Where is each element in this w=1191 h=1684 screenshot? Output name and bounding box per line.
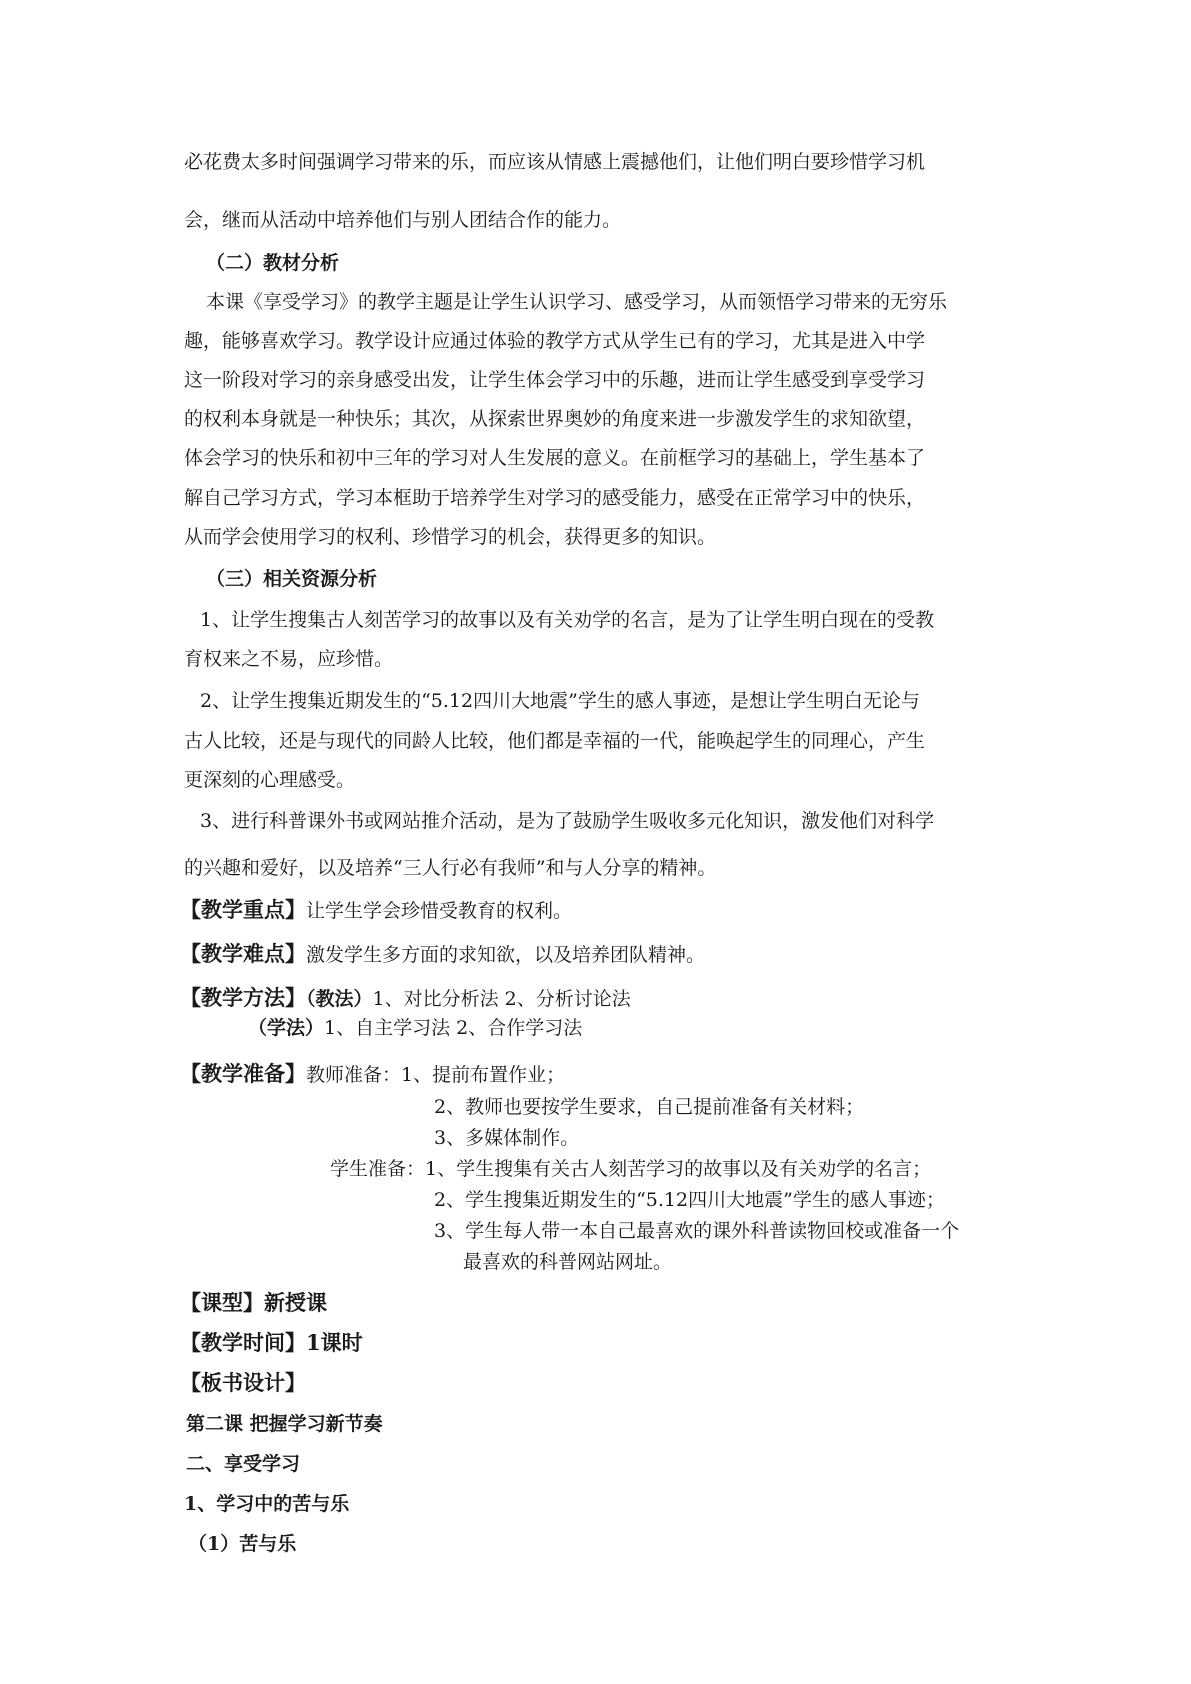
lesson-time: 【教学时间】1课时 (180, 1330, 363, 1355)
student-prep-item: 3、学生每人带一本自己最喜欢的课外科普读物回校或准备一个 (434, 1220, 960, 1242)
paragraph-line: 这一阶段对学习的亲身感受出发，让学生体会学习中的乐趣，进而让学生感受到享受学习 (184, 369, 926, 391)
paragraph-line: 1、让学生搜集古人刻苦学习的故事以及有关劝学的名言，是为了让学生明白现在的受教 (200, 609, 935, 631)
lesson-type: 【课型】新授课 (180, 1290, 327, 1315)
student-prep-item-continued: 最喜欢的科普网站网址。 (463, 1251, 673, 1273)
teach-method-label: （教法） (306, 988, 373, 1010)
teacher-prep-item: 1、提前布置作业； (401, 1064, 566, 1086)
paragraph-line: 3、进行科普课外书或网站推介活动，是为了鼓励学生吸收多元化知识，激发他们对科学 (200, 810, 935, 832)
teacher-prep-item: 2、教师也要按学生要求，自己提前准备有关材料； (434, 1096, 865, 1118)
paragraph-line: 古人比较，还是与现代的同龄人比较，他们都是幸福的一代，能唤起学生的同理心，产生 (184, 730, 926, 752)
methods-label: 【教学方法】 (180, 985, 306, 1010)
paragraph-line: 2、让学生搜集近期发生的“5.12四川大地震”学生的感人事迹，是想让学生明白无论与 (200, 690, 920, 712)
teacher-prep-label: 教师准备： (306, 1064, 402, 1086)
key-point-label: 【教学重点】 (180, 897, 306, 922)
key-point-row (180, 898, 572, 923)
paragraph-line: 育权来之不易，应珍惜。 (184, 648, 394, 670)
preparation-row (180, 1062, 565, 1087)
board-subsubsection: （1）苦与乐 (188, 1533, 297, 1555)
difficulty-text: 激发学生多方面的求知欲，以及培养团队精神。 (306, 944, 706, 966)
paragraph-line: 的兴趣和爱好，以及培养“三人行必有我师”和与人分享的精神。 (184, 857, 717, 879)
board-subsection: 1、学习中的苦与乐 (184, 1493, 350, 1515)
board-design-heading: 【板书设计】 (180, 1370, 306, 1395)
board-title: 第二课 把握学习新节奏 (186, 1413, 383, 1435)
paragraph-line: 会，继而从活动中培养他们与别人团结合作的能力。 (184, 209, 622, 231)
teacher-prep-item: 3、多媒体制作。 (434, 1127, 580, 1149)
paragraph-line: 体会学习的快乐和初中三年的学习对人生发展的意义。在前框学习的基础上，学生基本了 (184, 447, 926, 469)
paragraph-line: 趣，能够喜欢学习。教学设计应通过体验的教学方式从学生已有的学习，尤其是进入中学 (184, 330, 926, 352)
paragraph-line: 的权利本身就是一种快乐；其次，从探索世界奥妙的角度来进一步激发学生的求知欲望， (184, 408, 926, 430)
paragraph-line: 从而学会使用学习的权利、珍惜学习的机会，获得更多的知识。 (184, 526, 717, 548)
paragraph-line: 必花费太多时间强调学习带来的乐，而应该从情感上震撼他们，让他们明白要珍惜学习机 (184, 151, 926, 173)
board-section: 二、享受学习 (186, 1453, 301, 1475)
learn-method-row (248, 1016, 582, 1040)
paragraph-line: 本课《享受学习》的教学主题是让学生认识学习、感受学习，从而领悟学习带来的无穷乐 (206, 291, 948, 313)
student-prep-item: 2、学生搜集近期发生的“5.12四川大地震”学生的感人事迹； (434, 1189, 945, 1211)
learn-method-label: （学法） (248, 1017, 325, 1039)
section-heading: （二）教材分析 (206, 252, 340, 274)
section-heading: （三）相关资源分析 (206, 568, 378, 590)
student-prep-label: 学生准备： (330, 1158, 426, 1180)
learn-method-text: 1、自主学习法 2、合作学习法 (324, 1017, 583, 1039)
difficulty-label: 【教学难点】 (180, 941, 306, 966)
teach-method-text: 1、对比分析法 2、分析讨论法 (372, 988, 631, 1010)
difficulty-row (180, 942, 705, 967)
preparation-label: 【教学准备】 (180, 1061, 306, 1086)
key-point-text: 让学生学会珍惜受教育的权利。 (306, 900, 573, 922)
student-prep-item: 1、学生搜集有关古人刻苦学习的故事以及有关劝学的名言； (425, 1158, 932, 1180)
methods-row (180, 986, 631, 1011)
student-prep-row (330, 1157, 931, 1181)
paragraph-line: 更深刻的心理感受。 (184, 769, 356, 791)
paragraph-line: 解自己学习方式，学习本框助于培养学生对学习的感受能力，感受在正常学习中的快乐， (184, 487, 926, 509)
